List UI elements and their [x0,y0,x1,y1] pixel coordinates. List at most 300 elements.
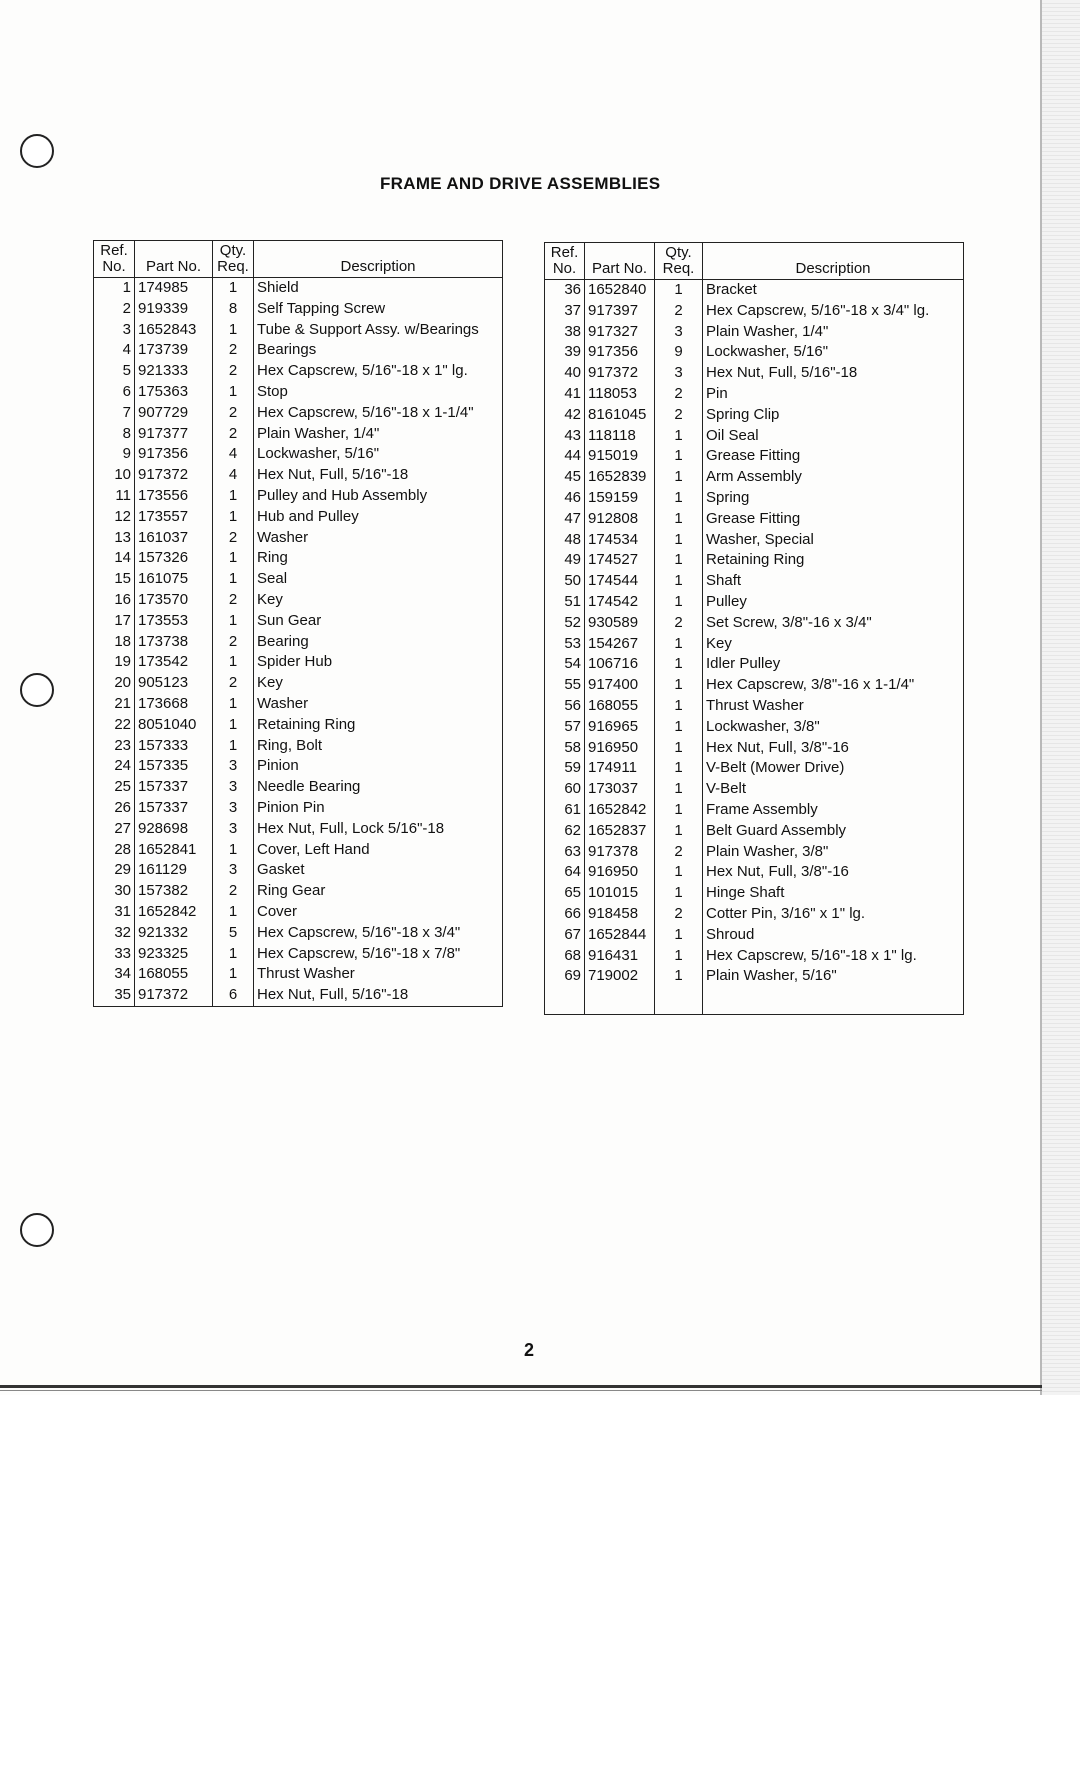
ref-no-cell: 16 [94,590,135,611]
part-no-cell: 157337 [135,777,213,798]
qty-cell: 3 [655,363,703,384]
parts-list-right [545,280,964,1015]
part-no-cell: 157382 [135,881,213,902]
table-row [545,800,964,821]
part-no-cell: 8051040 [135,715,213,736]
table-row [545,675,964,696]
part-no-cell: 907729 [135,403,213,424]
ref-no-cell: 55 [545,675,585,696]
description-cell: Hex Nut, Full, 5/16"-18 [254,465,503,486]
table-row [94,923,503,944]
parts-table-right [544,242,964,1015]
description-cell: Shaft [703,571,964,592]
qty-cell: 2 [213,340,254,361]
ref-no-cell: 8 [94,424,135,445]
empty-cell [545,987,585,1015]
punch-hole-icon [20,1213,54,1247]
qty-cell: 1 [213,694,254,715]
qty-cell: 1 [655,654,703,675]
part-no-cell: 174542 [585,592,655,613]
qty-cell: 2 [655,405,703,426]
part-no-cell: 930589 [585,613,655,634]
ref-no-cell: 46 [545,488,585,509]
table-row [94,840,503,861]
table-row [545,862,964,883]
qty-cell: 3 [213,777,254,798]
table-row [94,715,503,736]
qty-cell: 1 [655,634,703,655]
description-cell: Sun Gear [254,611,503,632]
ref-no-cell: 30 [94,881,135,902]
ref-no-cell: 15 [94,569,135,590]
table-row [545,696,964,717]
qty-header-line1: Qty. [665,244,692,261]
part-no-cell: 168055 [135,964,213,985]
part-no-cell: 174985 [135,278,213,299]
part-no-header: Part No. [585,243,655,280]
table-row [94,860,503,881]
description-cell: Pinion Pin [254,798,503,819]
qty-cell: 2 [213,673,254,694]
part-no-cell: 921332 [135,923,213,944]
qty-cell: 2 [655,842,703,863]
description-cell: Spring Clip [703,405,964,426]
description-cell: Hex Capscrew, 5/16"-18 x 7/8" [254,944,503,965]
ref-no-cell: 1 [94,278,135,299]
qty-cell: 1 [655,467,703,488]
part-no-cell: 919339 [135,299,213,320]
part-no-cell: 161075 [135,569,213,590]
table-row [94,632,503,653]
qty-cell: 1 [213,278,254,299]
part-no-cell: 916950 [585,738,655,759]
description-cell: Hex Capscrew, 5/16"-18 x 1-1/4" [254,403,503,424]
ref-no-cell: 31 [94,902,135,923]
table-row [94,382,503,403]
page-title: FRAME AND DRIVE ASSEMBLIES [380,174,661,193]
description-cell: Retaining Ring [703,550,964,571]
part-no-cell: 916965 [585,717,655,738]
description-cell: Shield [254,278,503,299]
description-cell: Hex Capscrew, 5/16"-18 x 1" lg. [254,361,503,382]
description-cell: Plain Washer, 1/4" [703,322,964,343]
description-cell: Plain Washer, 3/8" [703,842,964,863]
description-cell: Oil Seal [703,426,964,447]
table-row [94,881,503,902]
qty-header-line2: Req. [662,260,695,277]
table-row [545,301,964,322]
qty-cell: 2 [213,361,254,382]
part-no-cell: 168055 [585,696,655,717]
qty-cell: 1 [655,446,703,467]
part-no-cell: 917377 [135,424,213,445]
ref-no-cell: 67 [545,925,585,946]
ref-no-cell: 41 [545,384,585,405]
description-cell: Hub and Pulley [254,507,503,528]
part-no-cell: 174544 [585,571,655,592]
qty-cell: 2 [655,301,703,322]
qty-cell: 1 [655,592,703,613]
table-row [545,946,964,967]
qty-cell: 1 [213,840,254,861]
page-bottom-edge [0,1385,1042,1388]
part-no-cell: 1652843 [135,320,213,341]
ref-no-cell: 68 [545,946,585,967]
description-cell: Plain Washer, 1/4" [254,424,503,445]
table-row [545,322,964,343]
description-cell: Hex Nut, Full, 3/8"-16 [703,738,964,759]
qty-cell: 1 [655,883,703,904]
ref-no-cell: 63 [545,842,585,863]
qty-header-line1: Qty. [219,242,247,259]
description-cell: Bracket [703,280,964,301]
ref-no-cell: 22 [94,715,135,736]
table-row [545,966,964,987]
ref-no-cell: 2 [94,299,135,320]
description-cell: Spider Hub [254,652,503,673]
table-row [545,488,964,509]
table-row [94,902,503,923]
table-row [94,548,503,569]
description-cell: Ring Gear [254,881,503,902]
ref-no-cell: 42 [545,405,585,426]
part-no-cell: 173542 [135,652,213,673]
table-row [94,673,503,694]
part-no-cell: 173557 [135,507,213,528]
part-no-cell: 161037 [135,528,213,549]
ref-no-cell: 39 [545,342,585,363]
description-cell: Seal [254,569,503,590]
description-cell: Washer [254,528,503,549]
part-no-cell: 173570 [135,590,213,611]
part-no-cell: 157335 [135,756,213,777]
part-no-cell: 154267 [585,634,655,655]
page-number: 2 [524,1340,535,1360]
description-cell: Washer, Special [703,530,964,551]
table-row [545,363,964,384]
part-no-cell: 923325 [135,944,213,965]
table-row [94,465,503,486]
qty-cell: 1 [213,652,254,673]
part-no-cell: 118053 [585,384,655,405]
part-no-cell: 917378 [585,842,655,863]
qty-cell: 1 [213,611,254,632]
ref-no-cell: 65 [545,883,585,904]
ref-no-cell: 9 [94,444,135,465]
qty-cell: 2 [213,424,254,445]
ref-no-cell: 17 [94,611,135,632]
description-cell: Cover, Left Hand [254,840,503,861]
part-no-cell: 928698 [135,819,213,840]
qty-cell: 3 [213,798,254,819]
description-cell: Gasket [254,860,503,881]
ref-no-cell: 44 [545,446,585,467]
qty-cell: 1 [655,488,703,509]
qty-cell: 2 [213,590,254,611]
description-cell: Arm Assembly [703,467,964,488]
qty-cell: 2 [655,613,703,634]
ref-no-cell: 3 [94,320,135,341]
table-row [94,964,503,985]
part-no-cell: 173738 [135,632,213,653]
ref-no-cell: 20 [94,673,135,694]
part-no-cell: 1652842 [585,800,655,821]
part-no-cell: 916431 [585,946,655,967]
ref-no-cell: 21 [94,694,135,715]
description-cell: Bearings [254,340,503,361]
qty-cell: 1 [213,944,254,965]
parts-table-left [93,240,503,1007]
description-cell: Pulley and Hub Assembly [254,486,503,507]
table-row [545,904,964,925]
qty-cell: 2 [655,904,703,925]
qty-cell: 8 [213,299,254,320]
table-header-row [94,241,503,278]
qty-cell: 1 [213,507,254,528]
qty-cell: 1 [213,715,254,736]
ref-no-cell: 43 [545,426,585,447]
table-row [94,528,503,549]
ref-no-cell: 27 [94,819,135,840]
qty-cell: 1 [213,736,254,757]
empty-cell [655,987,703,1015]
qty-cell: 2 [655,384,703,405]
table-row [545,634,964,655]
ref-no-cell: 5 [94,361,135,382]
table-row [545,717,964,738]
qty-cell: 1 [655,717,703,738]
ref-no-cell: 18 [94,632,135,653]
qty-cell: 2 [213,528,254,549]
part-no-cell: 173037 [585,779,655,800]
table-row [545,925,964,946]
table-row [545,405,964,426]
ref-no-cell: 33 [94,944,135,965]
qty-req-header [655,243,703,280]
ref-no-cell: 6 [94,382,135,403]
part-no-cell: 917356 [135,444,213,465]
table-row [545,613,964,634]
description-cell: V-Belt (Mower Drive) [703,758,964,779]
description-cell: V-Belt [703,779,964,800]
qty-cell: 1 [213,548,254,569]
description-cell: Pinion [254,756,503,777]
qty-cell: 3 [213,819,254,840]
ref-no-cell: 28 [94,840,135,861]
table-row [94,486,503,507]
part-no-cell: 905123 [135,673,213,694]
table-row [94,340,503,361]
table-row [545,654,964,675]
description-cell: Cotter Pin, 3/16" x 1" lg. [703,904,964,925]
description-cell: Key [254,673,503,694]
part-no-cell: 118118 [585,426,655,447]
part-no-cell: 175363 [135,382,213,403]
qty-cell: 1 [655,280,703,301]
part-no-cell: 173739 [135,340,213,361]
table-row [94,361,503,382]
ref-no-cell: 56 [545,696,585,717]
ref-no-cell: 36 [545,280,585,301]
description-cell: Stop [254,382,503,403]
qty-cell: 1 [213,964,254,985]
qty-cell: 3 [213,756,254,777]
description-cell: Grease Fitting [703,509,964,530]
qty-cell: 4 [213,444,254,465]
table-row [94,569,503,590]
table-row [94,278,503,299]
part-no-cell: 917372 [135,465,213,486]
table-row [545,883,964,904]
part-no-cell: 157326 [135,548,213,569]
description-cell: Pulley [703,592,964,613]
part-no-cell: 173668 [135,694,213,715]
part-no-cell: 101015 [585,883,655,904]
part-no-cell: 917400 [585,675,655,696]
description-cell: Hex Nut, Full, 5/16"-18 [254,985,503,1006]
qty-cell: 1 [655,758,703,779]
description-cell: Ring, Bolt [254,736,503,757]
table-row [94,798,503,819]
part-no-cell: 106716 [585,654,655,675]
part-no-cell: 917372 [585,363,655,384]
qty-cell: 5 [213,923,254,944]
description-cell: Spring [703,488,964,509]
ref-no-cell: 23 [94,736,135,757]
table-row [545,530,964,551]
description-cell: Set Screw, 3/8"-16 x 3/4" [703,613,964,634]
ref-no-cell: 32 [94,923,135,944]
description-cell: Grease Fitting [703,446,964,467]
ref-no-cell: 35 [94,985,135,1006]
description-header: Description [703,243,964,280]
ref-no-cell: 24 [94,756,135,777]
part-no-cell: 173553 [135,611,213,632]
ref-header-line2: No. [102,258,126,275]
qty-cell: 1 [213,320,254,341]
ref-no-cell: 50 [545,571,585,592]
ref-no-cell: 58 [545,738,585,759]
punch-hole-icon [20,134,54,168]
qty-cell: 1 [655,925,703,946]
table-row [545,738,964,759]
part-no-cell: 173556 [135,486,213,507]
description-cell: Cover [254,902,503,923]
ref-no-cell: 19 [94,652,135,673]
ref-no-cell: 60 [545,779,585,800]
page-bottom-edge-shadow [0,1390,1042,1391]
table-row [94,694,503,715]
qty-cell: 2 [213,881,254,902]
qty-cell: 2 [213,632,254,653]
qty-cell: 1 [655,571,703,592]
table-row [94,424,503,445]
qty-cell: 1 [213,902,254,923]
part-no-cell: 1652842 [135,902,213,923]
description-cell: Lockwasher, 5/16" [703,342,964,363]
table-row [94,777,503,798]
qty-cell: 1 [655,696,703,717]
ref-no-header [94,241,135,278]
qty-cell: 3 [655,322,703,343]
description-cell: Tube & Support Assy. w/Bearings [254,320,503,341]
part-no-cell: 174527 [585,550,655,571]
ref-no-cell: 11 [94,486,135,507]
qty-cell: 1 [213,486,254,507]
description-cell: Thrust Washer [703,696,964,717]
description-cell: Key [703,634,964,655]
table-row [545,384,964,405]
description-cell: Hex Capscrew, 5/16"-18 x 3/4" [254,923,503,944]
ref-no-cell: 29 [94,860,135,881]
ref-no-cell: 64 [545,862,585,883]
ref-no-cell: 7 [94,403,135,424]
part-no-cell: 915019 [585,446,655,467]
table-row [94,756,503,777]
ref-no-cell: 61 [545,800,585,821]
part-no-cell: 912808 [585,509,655,530]
qty-header-line2: Req. [217,258,249,275]
part-no-cell: 1652837 [585,821,655,842]
table-row [545,509,964,530]
table-filler-row [545,987,964,1015]
qty-cell: 1 [655,779,703,800]
table-row [94,403,503,424]
ref-no-cell: 62 [545,821,585,842]
description-cell: Hex Nut, Full, 3/8"-16 [703,862,964,883]
qty-cell: 1 [213,569,254,590]
table-row [545,779,964,800]
part-no-cell: 917356 [585,342,655,363]
part-no-cell: 918458 [585,904,655,925]
description-cell: Plain Washer, 5/16" [703,966,964,987]
part-no-cell: 916950 [585,862,655,883]
ref-header-line1: Ref. [100,242,128,259]
ref-no-cell: 14 [94,548,135,569]
table-row [545,571,964,592]
description-cell: Pin [703,384,964,405]
part-no-cell: 159159 [585,488,655,509]
description-cell: Shroud [703,925,964,946]
ref-no-cell: 45 [545,467,585,488]
empty-cell [585,987,655,1015]
description-cell: Hex Capscrew, 5/16"-18 x 3/4" lg. [703,301,964,322]
qty-cell: 9 [655,342,703,363]
description-cell: Lockwasher, 3/8" [703,717,964,738]
part-no-cell: 174911 [585,758,655,779]
table-row [545,446,964,467]
ref-header-line2: No. [552,260,577,277]
part-no-cell: 917372 [135,985,213,1006]
table-row [545,821,964,842]
description-cell: Hinge Shaft [703,883,964,904]
part-no-cell: 1652839 [585,467,655,488]
part-no-cell: 719002 [585,966,655,987]
table-header-row [545,243,964,280]
description-cell: Frame Assembly [703,800,964,821]
ref-no-cell: 52 [545,613,585,634]
ref-no-cell: 47 [545,509,585,530]
ref-no-cell: 66 [545,904,585,925]
table-row [94,299,503,320]
description-cell: Key [254,590,503,611]
description-cell: Washer [254,694,503,715]
ref-no-cell: 12 [94,507,135,528]
table-row [545,280,964,301]
ref-no-header [545,243,585,280]
description-cell: Needle Bearing [254,777,503,798]
description-cell: Hex Nut, Full, Lock 5/16"-18 [254,819,503,840]
